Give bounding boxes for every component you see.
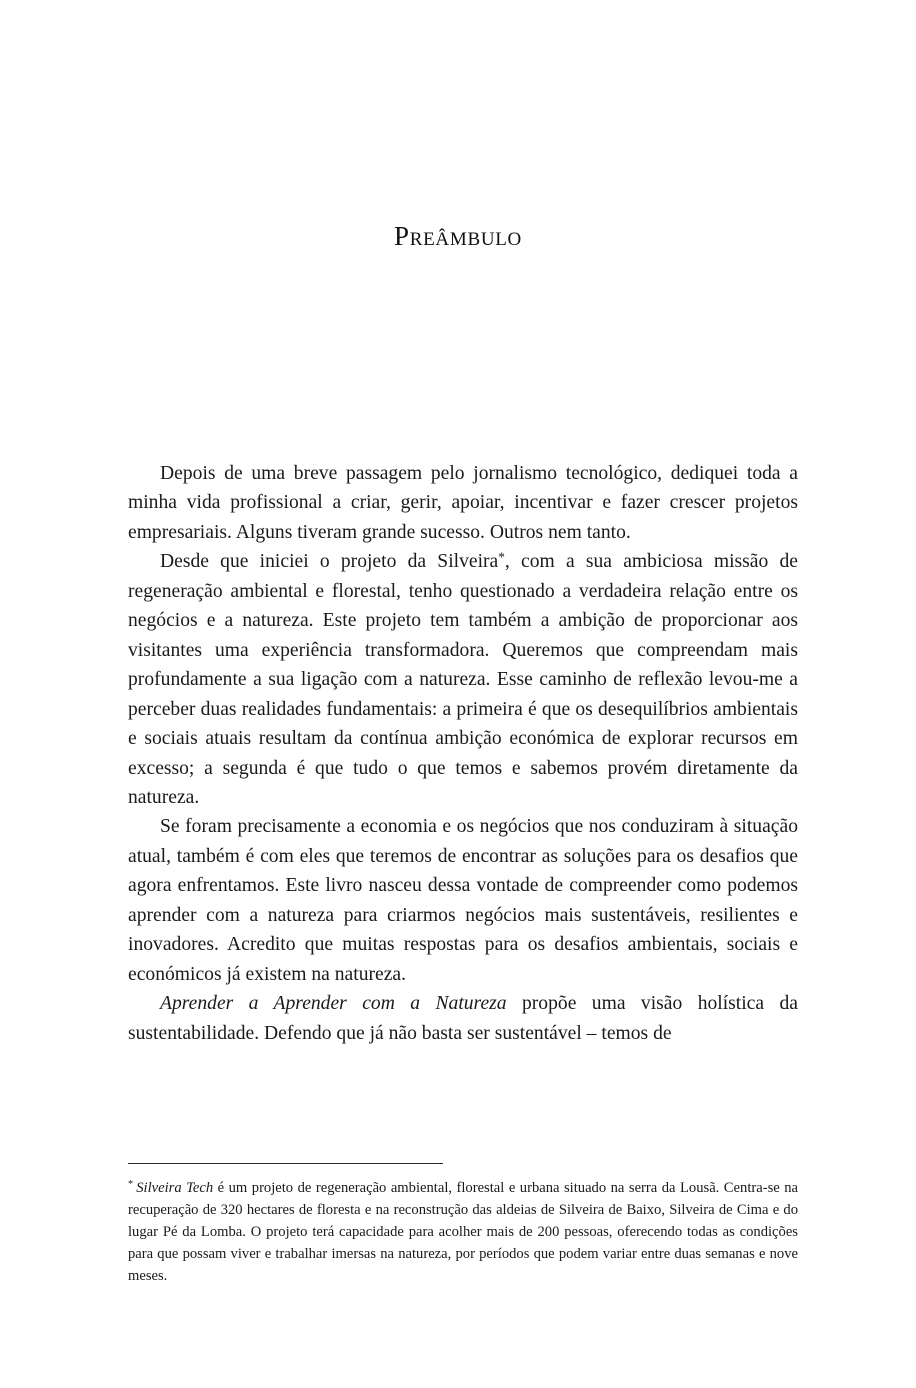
paragraph-4	[128, 989, 798, 1048]
book-title-mention: Aprender a Aprender com a Natureza	[160, 993, 507, 1015]
paragraph-4-rest: propõe uma visão holística da sustentabilidade. Defendo que já não basta ser sustentável – temos de	[128, 993, 798, 1044]
footnote-entity-name: Silveira Tech	[136, 1180, 214, 1196]
paragraph-2	[128, 547, 798, 812]
body-text-column	[128, 459, 798, 1048]
paragraph-2-rest: , com a sua ambiciosa missão de regeneração ambiental e florestal, tenho questionado a verdadeira relação entre os negócios e a natureza. Este projeto tem também a ambição de proporcionar aos visitantes uma experiência transformadora. Queremos que compreendam mais profundamente a sua ligação com a natureza. Esse caminho de reflexão levou-me a perceber duas realidades fundamentais: a primeira é que os desequilíbrios ambientais e sociais atuais resultam da contínua ambição económica de explorar recursos em excesso; a segunda é que tudo o que temos e sabemos provém diretamente da natureza.	[128, 551, 798, 808]
footnote-separator-rule	[128, 1163, 443, 1164]
footnote-reference-marker[interactable]: *	[498, 549, 505, 565]
paragraph-2-lead: Desde que iniciei o projeto da Silveira	[160, 551, 499, 573]
footnote-area	[128, 1163, 798, 1287]
paragraph-1-text: Depois de uma breve passagem pelo jornalismo tecnológico, dediquei toda a minha vida profissional a criar, gerir, apoiar, incentivar e fazer crescer projetos empresariais. Alguns tiveram grande sucesso. Outros nem tanto.	[128, 463, 798, 543]
paragraph-3-text: Se foram precisamente a economia e os negócios que nos conduziram à situação atual, também é com eles que teremos de encontrar as soluções para os desafios que agora enfrentamos. Este livro nasceu dessa vontade de compreender como podemos aprender com a natureza para criarmos negócios mais sustentáveis, resilientes e inovadores. Acredito que muitas respostas para os desafios ambientais, sociais e económicos já existem na natureza.	[128, 816, 798, 985]
paragraph-3	[128, 812, 798, 989]
page-title: Preâmbulo	[394, 221, 522, 251]
paragraph-1	[128, 459, 798, 547]
footnote-entry	[128, 1177, 798, 1287]
footnote-marker: *	[128, 1179, 134, 1191]
footnote-body-text: é um projeto de regeneração ambiental, florestal e urbana situado na serra da Lousã. Centra-se na recuperação de 320 hectares de floresta e na reconstrução das aldeias de Silveira de Baixo, Silveira de Cima e do lugar Pé da Lomba. O projeto terá capacidade para acolher mais de 200 pessoas, oferecendo todas as condições para que possam viver e trabalhar imersas na natureza, por períodos que podem variar entre duas semanas e nove meses.	[128, 1180, 798, 1285]
